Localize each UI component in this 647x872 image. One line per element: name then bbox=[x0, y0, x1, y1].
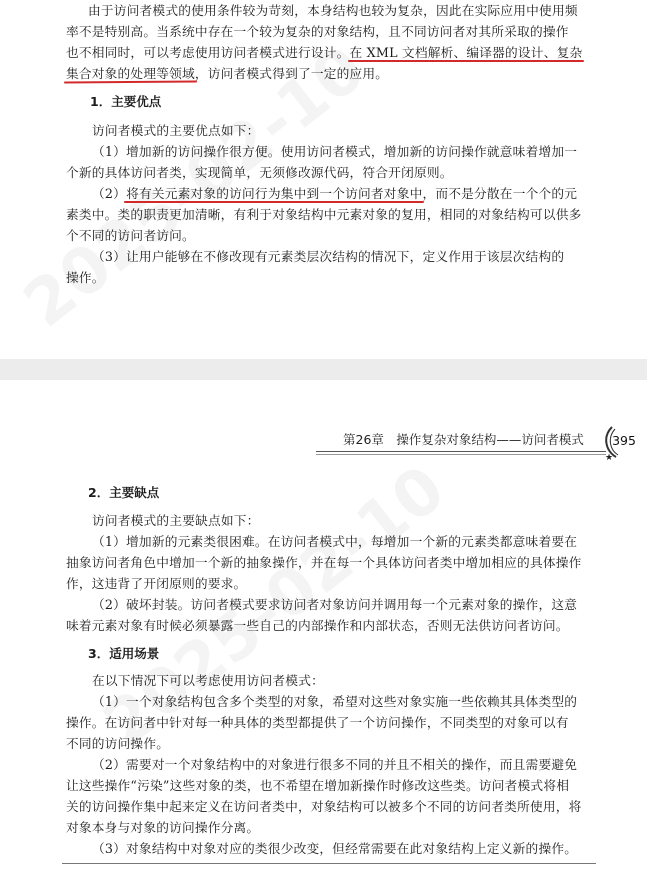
header-rule bbox=[316, 454, 606, 455]
list-item: 个新的具体访问者类，实现简单，无须修改源代码，符合开闭原则。 bbox=[66, 165, 453, 180]
list-item: （1）增加新的访问操作很方便。使用访问者模式，增加新的访问操作就意味着增加一 bbox=[92, 144, 578, 159]
highlighted-text: 集合对象的处理等领域 bbox=[66, 66, 195, 81]
paragraph-text: 也不相同时，可以考虑使用访问者模式进行设计。 bbox=[66, 45, 350, 60]
header-rule bbox=[316, 451, 606, 452]
list-item: 素类中。类的职责更加清晰，有利于对象结构中元素对象的复用，相同的对象结构可以供多 bbox=[66, 207, 582, 222]
list-item: （1）一个对象结构包含多个类型的对象，希望对这些对象实施一些依赖其具体类型的 bbox=[92, 694, 578, 709]
paragraph-text: （2） bbox=[92, 186, 127, 201]
svg-text:★: ★ bbox=[605, 453, 614, 461]
running-head: 第26章 操作复杂对象结构——访问者模式 bbox=[343, 432, 584, 447]
list-item: 让这些操作“污染”这些对象的类，也不希望在增加新操作时修改这些类。访问者模式将相 bbox=[66, 778, 570, 793]
paragraph-line: 由于访问者模式的使用条件较为苛刻，本身结构也较为复杂，因此在实际应用中使用频 bbox=[88, 3, 578, 18]
list-item: 作，这违背了开闭原则的要求。 bbox=[66, 576, 247, 591]
list-item: 个不同的访问者访问。 bbox=[66, 228, 195, 243]
list-item: 操作。 bbox=[66, 270, 105, 285]
paragraph-text: ，访问者模式得到了一定的应用。 bbox=[194, 66, 389, 81]
intro-text: 在以下情况下可以考虑使用访问者模式： bbox=[92, 673, 324, 688]
list-item: 操作。在访问者中针对每一种具体的类型都提供了一个访问操作，不同类型的对象可以有 bbox=[66, 715, 569, 730]
section-heading: 2．主要缺点 bbox=[88, 485, 160, 500]
list-item: 对象本身与对象的访问操作分离。 bbox=[66, 820, 260, 835]
list-item: （1）增加新的元素类很困难。在访问者模式中，每增加一个新的元素类都意味着要在 bbox=[92, 534, 578, 549]
list-item: 不同的访问操作。 bbox=[66, 736, 170, 751]
intro-text: 访问者模式的主要缺点如下： bbox=[92, 513, 260, 528]
list-item: 抽象访问者角色中增加一个新的抽象操作，并在每一个具体访问者类中增加相应的具体操作 bbox=[66, 555, 582, 570]
list-item: （2）破坏封装。访问者模式要求访问者对象访问并调用每一个元素对象的操作，这意 bbox=[92, 597, 578, 612]
highlighted-text: 在 XML 文档解析、编译器的设计、复杂 bbox=[349, 45, 583, 60]
page-number-badge bbox=[604, 421, 644, 461]
page-number: 395 bbox=[612, 433, 636, 448]
paragraph-line bbox=[66, 42, 582, 63]
list-item: （3）让用户能够在不修改现有元素类层次结构的情况下，定义作用于该层次结构的 bbox=[92, 249, 565, 264]
intro-text: 访问者模式的主要优点如下： bbox=[92, 123, 260, 138]
page-gap bbox=[0, 359, 647, 380]
section-heading: 3．适用场景 bbox=[88, 646, 160, 661]
top-page bbox=[0, 0, 647, 359]
paragraph-text: ，而不是分散在一个个的元 bbox=[422, 186, 578, 201]
list-item: （3）对象结构中对象对应的类很少改变，但经常需要在此对象结构上定义新的操作。 bbox=[92, 841, 578, 856]
list-item bbox=[92, 183, 577, 204]
list-item: 关的访问操作集中起来定义在访问者类中，对象结构可以被多个不同的访问者类所使用，将 bbox=[66, 799, 582, 814]
list-item: （2）需要对一个对象结构中的对象进行很多不同的并且不相关的操作，而且需要避免 bbox=[92, 757, 578, 772]
footer-rule bbox=[62, 863, 596, 864]
list-item: 味着元素对象有时候必须暴露一些自己的内部操作和内部状态，否则无法供访问者访问。 bbox=[66, 618, 569, 633]
highlighted-text: 将有关元素对象的访问行为集中到一个访问者对象中 bbox=[126, 186, 423, 201]
paragraph-line: 率不是特别高。当系统中存在一个较为复杂的对象结构，且不同访问者对其所采取的操作 bbox=[66, 24, 569, 39]
paragraph-line bbox=[66, 63, 388, 84]
section-heading: 1．主要优点 bbox=[90, 94, 162, 109]
